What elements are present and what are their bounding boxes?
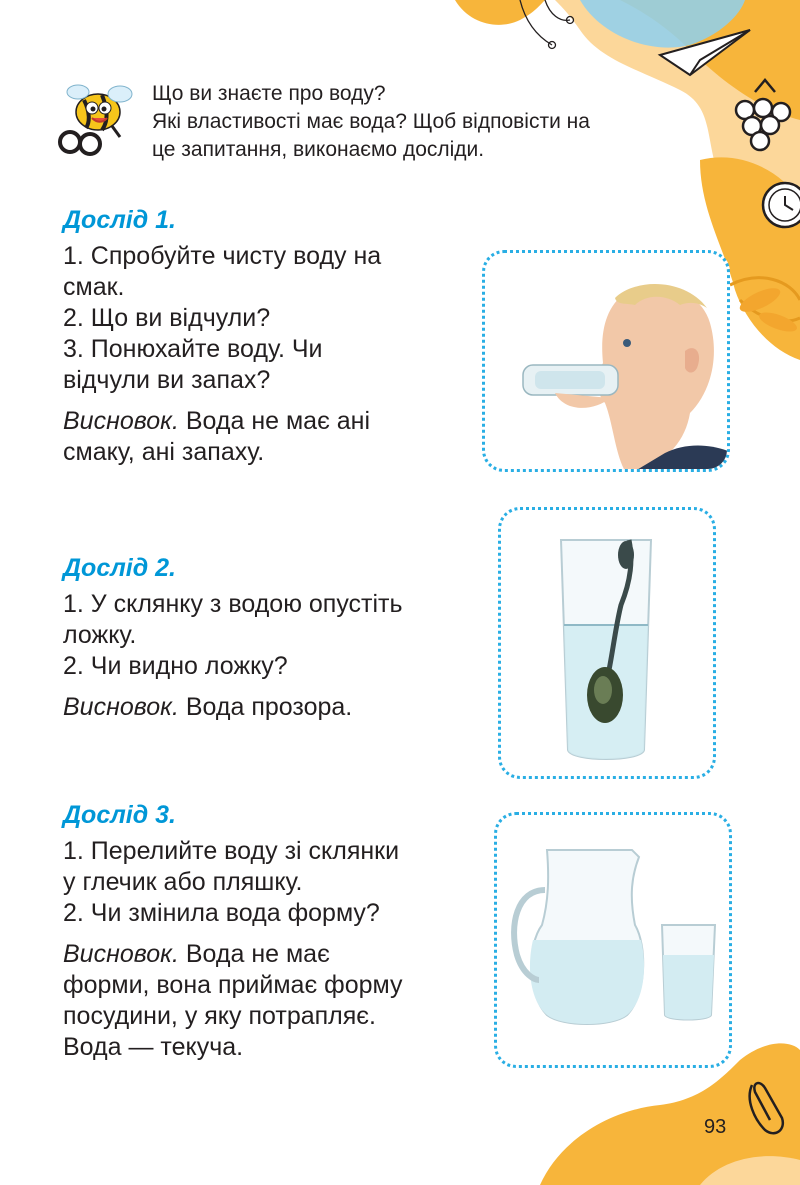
experiment-step: відчули ви запах? (63, 366, 271, 394)
experiment-conclusion (63, 939, 483, 1063)
experiment-title: Дослід 3. (63, 801, 176, 829)
experiment-2 (63, 553, 483, 723)
experiment-step: 2. Чи видно ложку? (63, 652, 288, 680)
conclusion-text: Вода не має ані (178, 407, 371, 435)
intro-line: Що ви знаєте про воду? (152, 82, 386, 105)
bee-mascot-illustration (50, 82, 140, 158)
experiment-step: 1. Перелийте воду зі склянки (63, 837, 400, 865)
conclusion-text: форми, вона приймає форму (63, 971, 403, 999)
photo-jug-and-glass (494, 812, 732, 1068)
intro-line: Які властивості має вода? Щоб відповісти на (152, 110, 590, 133)
jug-and-glass-illustration (497, 815, 732, 1068)
experiment-step: ложку. (63, 621, 137, 649)
conclusion-text: посудини, у яку потрапляє. (63, 1002, 376, 1030)
photo-boy-drinking (482, 250, 730, 472)
experiment-title: Дослід 2. (63, 554, 176, 582)
page-number: 93 (704, 1116, 727, 1138)
experiment-step: 3. Понюхайте воду. Чи (63, 335, 323, 363)
conclusion-label: Висновок. (63, 693, 179, 721)
spoon-in-glass-illustration (501, 510, 716, 779)
conclusion-text: Вода — текуча. (63, 1033, 244, 1061)
experiment-step: 1. У склянку з водою опустіть (63, 590, 403, 618)
intro-text (152, 80, 712, 164)
experiment-step: смак. (63, 273, 125, 301)
conclusion-text: Вода прозора. (178, 693, 353, 721)
conclusion-text: смаку, ані запаху. (63, 438, 265, 466)
experiment-conclusion (63, 406, 483, 468)
photo-spoon-in-glass (498, 507, 716, 779)
conclusion-label: Висновок. (63, 940, 179, 968)
experiment-conclusion (63, 692, 483, 723)
experiment-3 (63, 800, 483, 1063)
experiment-step: у глечик або пляшку. (63, 868, 303, 896)
experiment-step: 1. Спробуйте чисту воду на (63, 242, 382, 270)
experiment-title: Дослід 1. (63, 206, 176, 234)
experiment-step: 2. Що ви відчули? (63, 304, 271, 332)
boy-drinking-illustration (485, 253, 730, 472)
conclusion-label: Висновок. (63, 407, 179, 435)
experiment-1 (63, 205, 483, 468)
intro-line: це запитання, виконаємо досліди. (152, 138, 485, 161)
experiment-step: 2. Чи змінила вода форму? (63, 899, 380, 927)
conclusion-text: Вода не має (178, 940, 330, 968)
